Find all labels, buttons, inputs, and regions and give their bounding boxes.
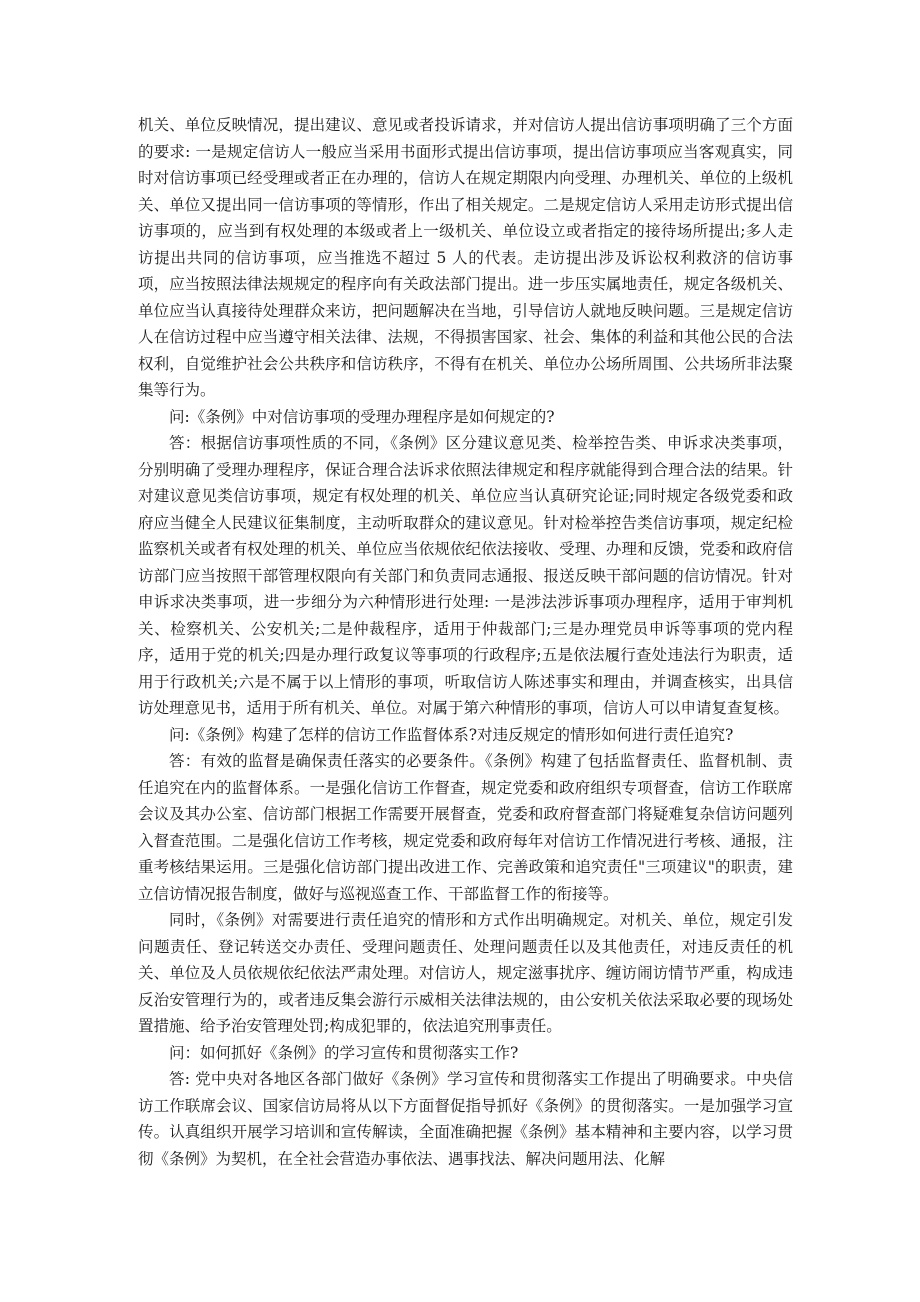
document-body bbox=[138, 112, 793, 1172]
question-study-implementation: 问：如何抓好《条例》的学习宣传和贯彻落实工作? bbox=[169, 1043, 519, 1062]
paragraph-continuation: 机关、单位反映情况，提出建议、意见或者投诉请求，并对信访人提出信访事项明确了三个方面的要求: 一是规定信访人一般应当采用书面形式提出信访事项，提出信访事项应当客观真实，同时对信访事项已经受理或者正在办理的，信访人在规定期限内向受理、办理机关、单位的上级机关、单位又提出同一信访事项的等情形，作出了相关规定。二是规定信访人采用走访形式提出信访事项的，应当到有权处理的本级或者上一级机关、单位设立或者指定的接待场所提出;多人走访提出共同的信访事项，应当推选不超过 5 人的代表。走访提出涉及诉讼权利救济的信访事项，应当按照法律法规规定的程序向有关政法部门提出。进一步压实属地责任，规定各级机关、单位应当认真接待处理群众来访，把问题解决在当地，引导信访人就地反映问题。三是规定信访人在信访过程中应当遵守相关法律、法规，不得损害国家、社会、集体的利益和其他公民的合法权利，自觉维护社会公共秩序和信访秩序，不得有在机关、单位办公场所周围、公共场所非法聚集等行为。 bbox=[138, 116, 793, 399]
question-supervision-system: 问:《条例》构建了怎样的信访工作监督体系?对违反规定的情形如何进行责任追究? bbox=[169, 725, 734, 744]
answer-acceptance-procedure: 答：根据信访事项性质的不同，《条例》区分建议意见类、检举控告类、申诉求决类事项，分别明确了受理办理程序，保证合理合法诉求依照法律规定和程序就能得到合理合法的结果。针对建议意见类信访事项，规定有权处理的机关、单位应当认真研究论证;同时规定各级党委和政府应当健全人民建议征集制度，主动听取群众的建议意见。针对检举控告类信访事项，规定纪检监察机关或者有权处理的机关、单位应当依规依纪依法接收、受理、办理和反馈，党委和政府信访部门应当按照干部管理权限向有关部门和负责同志通报、报送反映干部问题的信访情况。针对申诉求决类事项，进一步细分为六种情形进行处理: 一是涉法涉诉事项办理程序，适用于审判机关、检察机关、公安机关;二是仲裁程序，适用于仲裁部门;三是办理党员申诉等事项的党内程序，适用于党的机关;四是办理行政复议等事项的行政程序;五是依法履行查处违法行为职责，适用于行政机关;六是不属于以上情形的事项，听取信访人陈述事实和理由，并调查核实，出具信访处理意见书，适用于所有机关、单位。对属于第六种情形的事项，信访人可以申请复查复核。 bbox=[138, 434, 793, 717]
paragraph-accountability: 同时，《条例》对需要进行责任追究的情形和方式作出明确规定。对机关、单位，规定引发问题责任、登记转送交办责任、受理问题责任、处理问题责任以及其他责任，对违反责任的机关、单位及人员依规依纪依法严肃处理。对信访人，规定滋事扰序、缠访闹访情节严重，构成违反治安管理行为的，或者违反集会游行示威相关法律法规的，由公安机关依法采取必要的现场处置措施、给予治安管理处罚;构成犯罪的，依法追究刑事责任。 bbox=[138, 911, 793, 1035]
answer-study-implementation: 答: 党中央对各地区各部门做好《条例》学习宣传和贯彻落实工作提出了明确要求。中央信访工作联席会议、国家信访局将从以下方面督促指导抓好《条例》的贯彻落实。一是加强学习宣传。认真组织开展学习培训和宣传解读，全面准确把握《条例》基本精神和主要内容，以学习贯彻《条例》为契机，在全社会营造办事依法、遇事找法、解决问题用法、化解 bbox=[138, 1070, 793, 1168]
question-acceptance-procedure: 问:《条例》中对信访事项的受理办理程序是如何规定的? bbox=[169, 407, 555, 426]
answer-supervision-system: 答：有效的监督是确保责任落实的必要条件。《条例》构建了包括监督责任、监督机制、责任追究在内的监督体系。一是强化信访工作督查，规定党委和政府组织专项督查，信访工作联席会议及其办公室、信访部门根据工作需要开展督查，党委和政府督查部门将疑难复杂信访问题列入督查范围。二是强化信访工作考核，规定党委和政府每年对信访工作情况进行考核、通报，注重考核结果运用。三是强化信访部门提出改进工作、完善政策和追究责任"三项建议"的职责，建立信访情况报告制度，做好与巡视巡查工作、干部监督工作的衔接等。 bbox=[138, 752, 793, 903]
